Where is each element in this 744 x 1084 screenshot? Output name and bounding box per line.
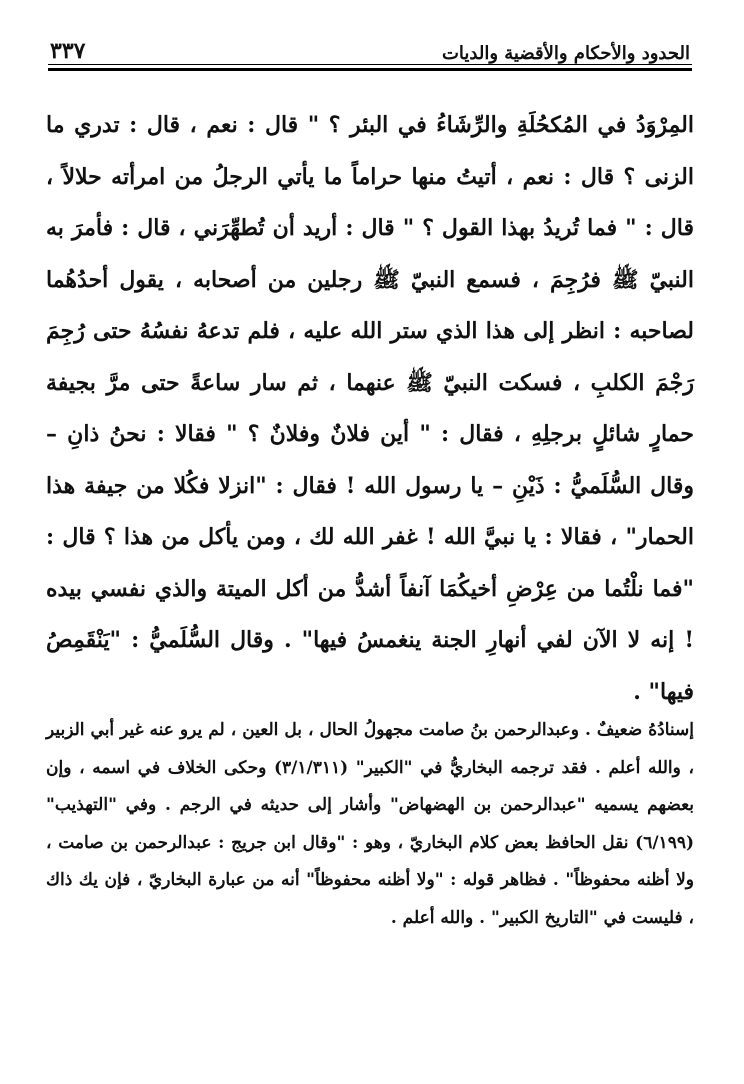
footnote <box>46 712 694 937</box>
main-text <box>46 100 694 718</box>
footnote-paragraph: إسنادُهُ ضعيفٌ . وعبدالرحمن بنُ صامت مجهولُ الحال ، بل العين ، لم يرو عنه غير أبي الزبير ، والله أعلم . فقد ترجمه البخاريُّ في "الكبير" (٣/١/٣١١) وحكى الخلاف في اسمه ، وإن بعضهم يسميه "عبدالرحمن بن الهضهاض" وأشار إلى حديثه في الرجم . وفي "التهذيب" (٦/١٩٩) نقل الحافظ بعض كلام البخاريّ ، وهو : "وقال ابن جريج : عبدالرحمن بن صامت ، ولا أظنه محفوظاً" . فظاهر قوله : "ولا أظنه محفوظاً" أنه من عبارة البخاريّ ، فإن يك ذاك ، فليست في "التاريخ الكبير" . والله أعلم . <box>46 720 694 928</box>
header-rule-thick <box>48 68 692 71</box>
header-rule-thin <box>48 64 692 65</box>
main-paragraph: المِرْوَدُ في المُكحُلَةِ والرِّشَاءُ في البئر ؟ " قال : نعم ، قال : تدري ما الزنى ؟ قال : نعم ، أتيتُ منها حراماً ما يأتي الرجلُ من امرأته حلالاً ، قال : " فما تُريدُ بهذا القول ؟ " قال : أريد أن تُطهِّرَني ، قال : فأمرَ به النبيّ ﷺ فرُجِمَ ، فسمع النبيّ ﷺ رجلين من أصحابه ، يقول أحدُهُما لصاحبه : انظر إلى هذا الذي ستر الله عليه ، فلم تدعهُ نفسُهُ حتى رُجِمَ رَجْمَ الكلبِ ، فسكت النبيّ ﷺ عنهما ، ثم سار ساعةً حتى مرَّ بجيفة حمارٍ شائلٍ برجلِهِ ، فقال : " أين فلانٌ وفلانٌ ؟ " فقالا : نحنُ ذانِ – وقال السُّلَميُّ : ذَيْنِ – يا رسول الله ! فقال : "انزلا فكُلا من جيفة هذا الحمار" ، فقالا : يا نبيَّ الله ! غفر الله لك ، ومن يأكل من هذا ؟ قال : "فما نلْتُما من عِرْضِ أخيكُمَا آنفاً أشدُّ من أكل الميتة والذي نفسي بيده ! إنه لا الآن لفي أنهارِ الجنة ينغمسُ فيها" . وقال السُّلَميُّ : "يَنْقَمِصُ فيها" . <box>46 112 694 705</box>
page-header <box>50 30 690 64</box>
running-title: الحدود والأحكام والأقضية والديات <box>441 43 690 64</box>
page-number: ٣٣٧ <box>50 38 86 64</box>
